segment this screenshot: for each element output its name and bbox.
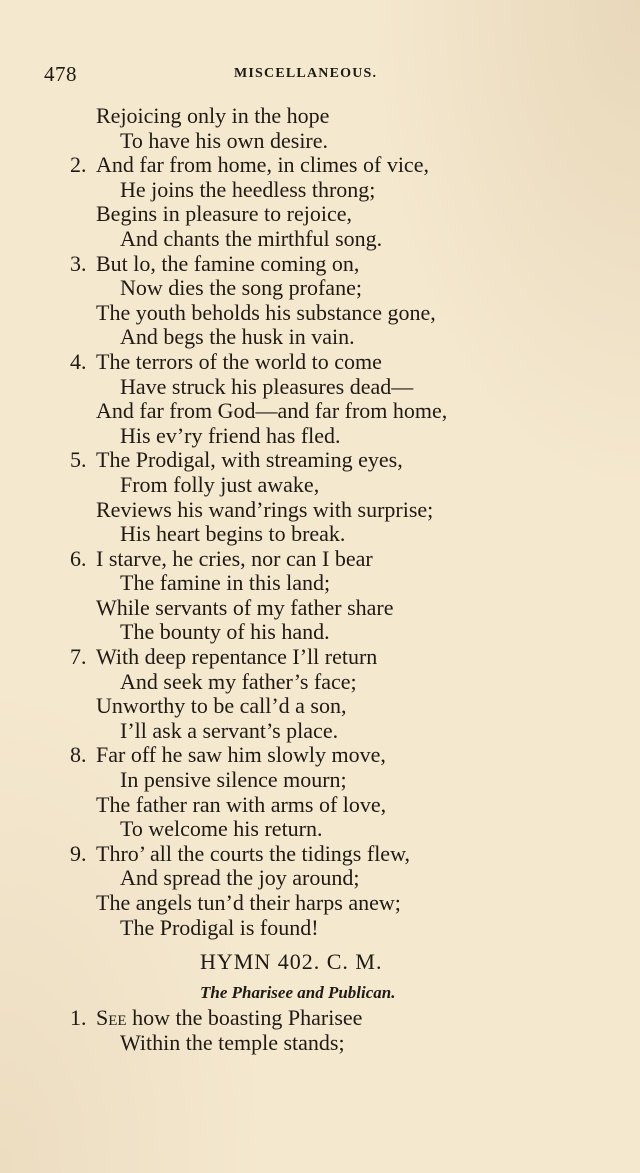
verse-line	[70, 645, 610, 670]
verse-line	[70, 1006, 610, 1031]
verse-text: The father ran with arms of love,	[96, 791, 387, 817]
verse-line	[70, 916, 610, 941]
verse-text: Now dies the song profane;	[120, 275, 362, 301]
stanza	[70, 842, 610, 940]
verse-line	[70, 866, 610, 891]
verse-text: In pensive silence mourn;	[120, 767, 347, 793]
verse-line	[70, 719, 610, 744]
verse-text: From folly just awake,	[120, 471, 320, 497]
verse-line	[70, 424, 610, 449]
stanza-list	[70, 153, 610, 940]
verse-text: Begins in pleasure to rejoice,	[96, 201, 352, 227]
stanza-number: 3.	[70, 250, 87, 276]
verse-line	[70, 817, 610, 842]
hymn-text	[70, 104, 610, 1055]
verse-line	[70, 252, 610, 277]
stanza	[70, 350, 610, 448]
verse-text: And far from God—and far from home,	[96, 398, 448, 424]
page-number: 478	[44, 62, 77, 86]
verse-line	[70, 473, 610, 498]
verse-text: While servants of my father share	[96, 594, 394, 620]
verse-text: To welcome his return.	[120, 816, 323, 842]
running-head: MISCELLANEOUS.	[234, 66, 378, 81]
verse-text: Reviews his wand’rings with surprise;	[96, 496, 434, 522]
verse-text: But lo, the famine coming on,	[96, 250, 360, 276]
stanza-number: 9.	[70, 840, 87, 866]
verse-text: The angels tun’d their harps anew;	[96, 890, 401, 915]
stanza-number: 5.	[70, 447, 87, 473]
verse-line	[70, 178, 610, 203]
verse-text: And far from home, in climes of vice,	[96, 152, 429, 178]
stanza	[70, 645, 610, 743]
stanza	[70, 448, 610, 546]
verse-text: And begs the husk in vain.	[120, 324, 355, 350]
stanza-number: 7.	[70, 644, 87, 670]
verse-line	[70, 571, 610, 596]
verse-text: Thro’ all the courts the tidings flew,	[96, 840, 411, 866]
verse-line	[70, 670, 610, 695]
verse-line	[70, 350, 610, 375]
verse-line	[70, 399, 610, 424]
verse-text: The Prodigal is found!	[120, 914, 319, 940]
verse-line	[70, 842, 610, 867]
verse-line	[70, 153, 610, 178]
verse-text: The bounty of his hand.	[120, 619, 330, 645]
verse-line	[70, 522, 610, 547]
page-header	[44, 62, 604, 90]
verse-line: Rejoicing only in the hope	[96, 103, 330, 128]
verse-text: And seek my father’s face;	[120, 668, 357, 694]
verse-text: And chants the mirthful song.	[120, 225, 383, 251]
verse-text: And spread the joy around;	[120, 865, 360, 891]
verse-line	[70, 301, 610, 326]
verse-line	[70, 448, 610, 473]
verse-line	[70, 694, 610, 719]
verse-text: Unworthy to be call’d a son,	[96, 693, 347, 719]
verse-text: The terrors of the world to come	[96, 348, 382, 374]
verse-line	[70, 743, 610, 768]
verse-line	[70, 276, 610, 301]
verse-text: I starve, he cries, nor can I bear	[96, 545, 373, 571]
hymn-title: HYMN 402. C. M.	[200, 949, 383, 975]
verse-line: To have his own desire.	[120, 127, 329, 153]
verse-text: Have struck his pleasures dead—	[120, 373, 414, 399]
verse-line	[70, 202, 610, 227]
verse-line	[70, 325, 610, 350]
verse-line	[70, 793, 610, 818]
verse-text: The Prodigal, with streaming eyes,	[96, 447, 403, 473]
verse-line	[70, 375, 610, 400]
stanza-number: 6.	[70, 545, 87, 571]
stanza-number: 1.	[70, 1005, 87, 1031]
verse-line	[70, 620, 610, 645]
verse-text: Far off he saw him slowly move,	[96, 742, 386, 768]
verse-text: The youth beholds his substance gone,	[96, 299, 436, 325]
verse-text: He joins the heedless throng;	[120, 176, 376, 202]
stanza	[70, 547, 610, 645]
verse-line: Within the temple stands;	[120, 1029, 345, 1055]
verse-line	[70, 498, 610, 523]
stanza-number: 4.	[70, 348, 87, 374]
verse-line	[70, 596, 610, 621]
first-word: See	[96, 1005, 127, 1031]
verse-line-rest: how the boasting Pharisee	[126, 1005, 363, 1031]
stanza-number: 2.	[70, 152, 87, 178]
verse-line	[70, 891, 610, 916]
verse-line	[70, 227, 610, 252]
stanza	[70, 743, 610, 841]
stanza-number: 8.	[70, 742, 87, 768]
verse-text: His heart begins to break.	[120, 521, 346, 547]
verse-line	[70, 547, 610, 572]
verse-text: With deep repentance I’ll return	[96, 644, 378, 670]
verse-text: His ev’ry friend has fled.	[120, 422, 341, 448]
hymn-subtitle: The Pharisee and Publican.	[200, 983, 396, 1003]
verse-text: I’ll ask a servant’s place.	[120, 717, 339, 743]
stanza	[70, 153, 610, 251]
stanza	[70, 252, 610, 350]
verse-text: The famine in this land;	[120, 570, 331, 596]
verse-line	[70, 768, 610, 793]
